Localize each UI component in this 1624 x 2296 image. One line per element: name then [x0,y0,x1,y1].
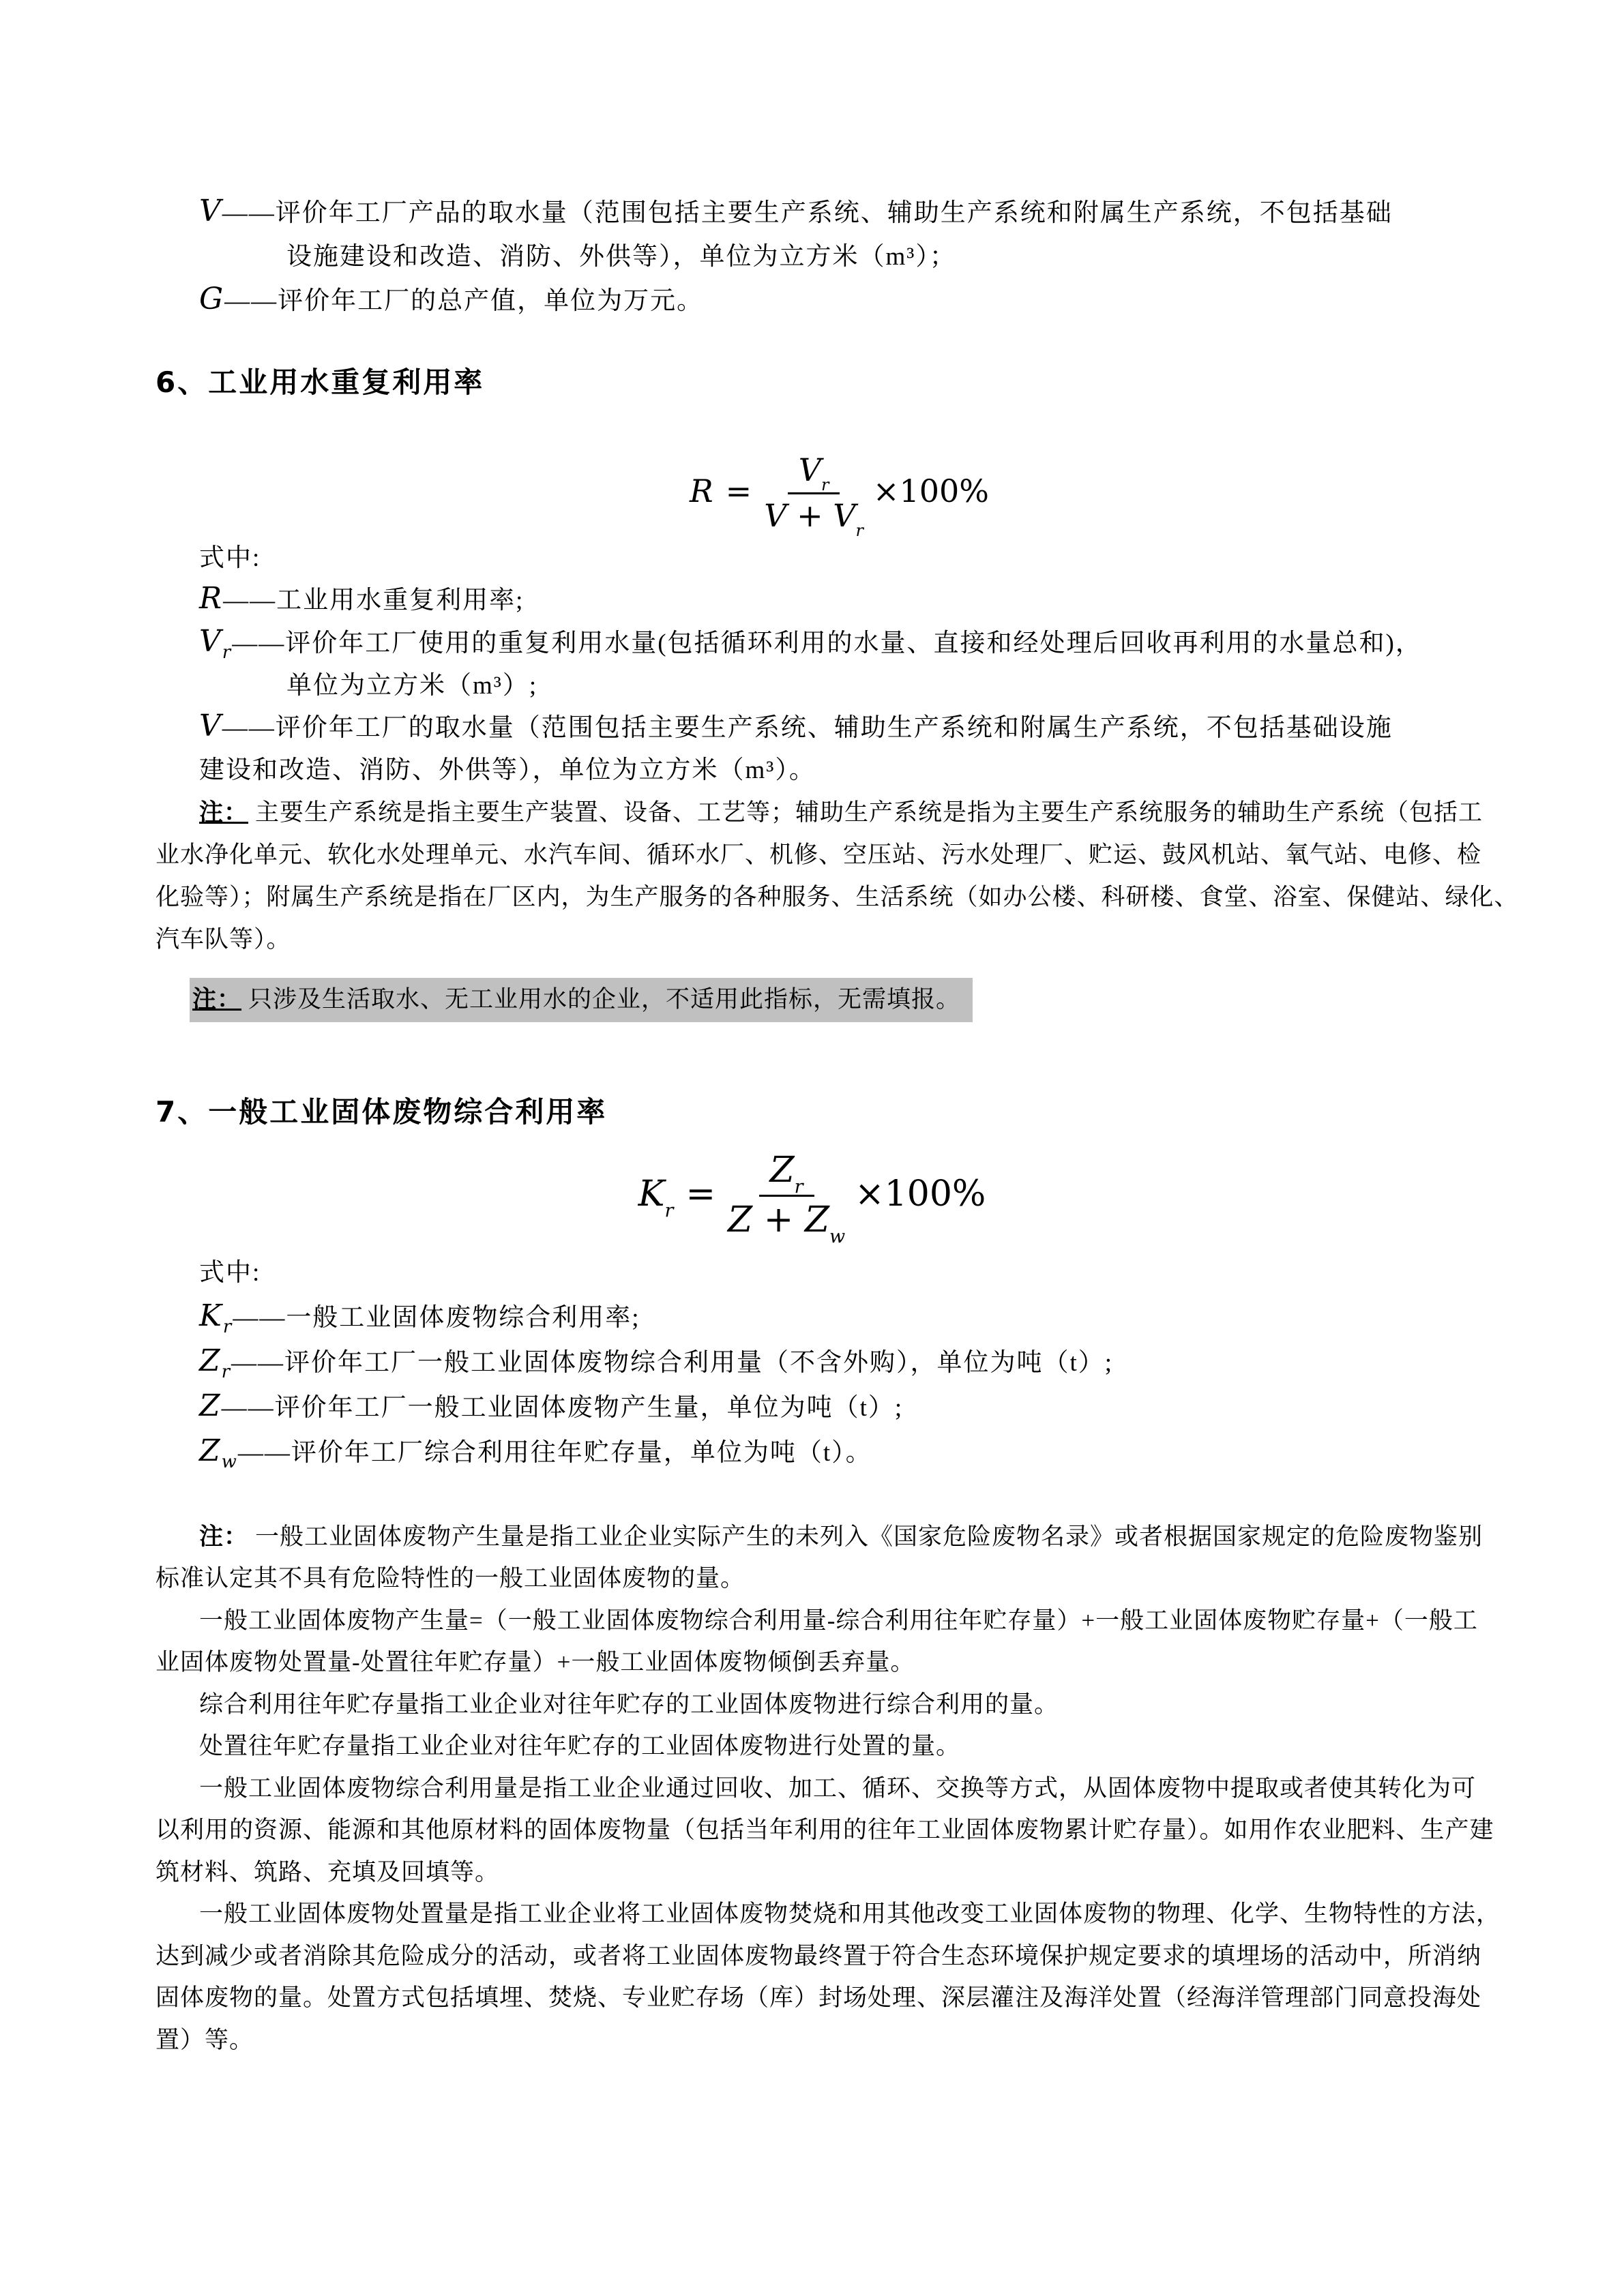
denominator-variable-1: V [764,496,787,534]
formula-lhs: R [690,473,713,509]
note-line [199,1734,960,1758]
definition-text: 建设和改造、消防、外供等），单位为立方米（m³）。 [199,756,816,784]
note-prefix: 注： [192,986,242,1013]
note-text: 一般工业固体废物处置量是指工业企业将工业固体废物焚烧和用其他改变工业固体废物的物理、化学、生物特性的方法， [199,1900,1501,1927]
denominator-variable-2: Z [804,1199,829,1240]
variable-subscript: r [222,642,233,663]
formula-fraction [728,1150,846,1248]
variable-symbol-v: V [199,194,222,228]
definition-text: ——一般工业固体废物综合利用率; [233,1304,640,1332]
note-text: 处置往年贮存量指工业企业对往年贮存的工业固体废物进行处置的量。 [199,1733,961,1759]
note-line-4 [156,927,291,951]
formula-denominator [728,1197,846,1248]
formula-equals: = [685,1173,716,1214]
note-line [156,1650,915,1674]
lhs-subscript: r [664,1199,674,1221]
variable-symbol-kr [199,1298,233,1337]
variable-base: K [199,1298,223,1333]
variable-symbol-v: V [199,709,222,743]
definition-text: ——评价年工厂一般工业固体废物产生量，单位为吨（t）; [221,1394,904,1422]
note-line [156,1860,499,1884]
denominator-operator: + [763,1199,794,1240]
formula-water-reuse-rate [27,440,1624,542]
note-text: 汽车队等）。 [156,926,291,953]
note-text: 一般工业固体废物产生量是指工业企业实际产生的未列入《国家危险废物名录》或者根据国家规定的危险废物鉴别 [255,1523,1483,1550]
definition-text: 单位为立方米（m³）; [286,672,538,700]
note-text: 标准认定其不具有危险特性的一般工业固体废物的量。 [156,1565,745,1592]
note-text: 只涉及生活取水、无工业用水的企业，不适用此指标，无需填报。 [248,986,961,1013]
note-line [156,1818,1494,1842]
section6-heading: 6、工业用水重复利用率 [156,366,485,399]
variable-subscript: r [221,1361,232,1382]
denominator-variable-1: Z [728,1199,753,1240]
denominator-operator: + [797,496,823,534]
formula-multiplier: ×100% [855,1173,986,1214]
note-line [156,1944,1481,1968]
note-line [199,1693,1059,1716]
formula-fraction [764,451,863,540]
formula-denominator [764,494,863,540]
numerator-subscript: r [821,475,829,494]
note-prefix: 注： [199,1523,249,1551]
highlight-background [190,978,973,1022]
definition-line-zr [199,1343,1114,1382]
where-text: 式中: [199,544,261,572]
denominator-subscript: r [855,520,863,540]
definition-line-z [199,1388,904,1423]
definition-line-zw [199,1433,872,1472]
definition-text: ——评价年工厂产品的取水量（范围包括主要生产系统、辅助生产系统和附属生产系统，不包括基础 [222,199,1393,227]
numerator-variable: Z [769,1150,795,1191]
numerator-subscript: r [794,1176,803,1198]
note-text: 综合利用往年贮存量指工业企业对往年贮存的工业固体废物进行综合利用的量。 [199,1691,1059,1718]
definition-line-vr [199,624,1422,663]
variable-base: Z [199,1433,222,1468]
note-prefix: 注： [199,799,249,826]
note-text: 化验等）；附属生产系统是指在厂区内，为生产服务的各种服务、生活系统（如办公楼、科研楼、食堂、浴室、保健站、绿化、 [156,884,1519,910]
formula-numerator [788,451,840,494]
where-label [199,1260,261,1285]
note-line [156,1566,745,1590]
note-line-1 [199,801,1483,825]
variable-symbol-g: G [199,282,225,316]
definition-line-kr [199,1298,640,1337]
note-text: 筑材料、筑路、充填及回填等。 [156,1859,500,1885]
variable-symbol-z: Z [199,1388,222,1423]
definition-text: ——评价年工厂综合利用往年贮存量，单位为吨（t）。 [237,1439,872,1467]
note-text: 主要生产系统是指主要生产装置、设备、工艺等；辅助生产系统是指为主要生产系统服务的辅助生产系统（包括工 [255,799,1483,826]
note-text: 业固体废物处置量-处置往年贮存量）+一般工业固体废物倾倒丢弃量。 [156,1649,915,1675]
formula-numerator [759,1150,814,1197]
note-text: 固体废物的量。处置方式包括填埋、焚烧、专业贮存场（库）封场处理、深层灌注及海洋处置（经海洋管理部门同意投海处 [156,1984,1482,2011]
note-line [156,1986,1481,2010]
note-line [156,2028,254,2052]
lhs-variable: K [638,1173,665,1214]
variable-symbol-vr [199,624,233,663]
definition-line-vr-cont [286,673,537,698]
note-line [199,1902,1501,1926]
note-line-2 [156,843,1481,867]
variable-symbol-zw [199,1433,238,1472]
definition-text: ——评价年工厂一般工业固体废物综合利用量（不含外购），单位为吨（t）; [231,1349,1114,1377]
definition-text: ——评价年工厂的总产值，单位为万元。 [224,287,704,315]
formula-lhs [638,1173,674,1221]
definition-line-g [199,282,704,316]
formula-equals: = [725,473,752,509]
denominator-variable-2: V [833,496,856,534]
variable-symbol-r: R [199,581,224,616]
variable-symbol-zr [199,1343,232,1382]
numerator-variable: V [798,451,821,488]
definition-line-v-cont [199,758,816,783]
note-text: 一般工业固体废物产生量=（一般工业固体废物综合利用量-综合利用往年贮存量）+一般工业固体废物贮存量+（一般工 [199,1607,1478,1634]
variable-base: Z [199,1343,222,1378]
definition-line-v-product-cont [286,244,956,269]
where-text: 式中: [199,1259,261,1287]
definition-line-r [199,581,525,616]
definition-text: ——评价年工厂使用的重复利用水量(包括循环利用的水量、直接和经处理后回收再利用的水量总和)， [232,629,1422,657]
where-label [199,546,261,571]
note-text: 业水净化单元、软化水处理单元、水汽车间、循环水厂、机修、空压站、污水处理厂、贮运、鼓风机站、氧气站、电修、检 [156,841,1482,868]
definition-text: 设施建设和改造、消防、外供等），单位为立方米（m³）； [286,243,956,271]
denominator-subscript: w [829,1226,846,1248]
note-line [199,1609,1478,1632]
formula-multiplier: ×100% [872,473,989,509]
note-text: 置）等。 [156,2027,254,2053]
definition-text: ——工业用水重复利用率; [223,586,525,614]
variable-subscript: w [221,1451,238,1472]
formula-solid-waste-utilization-rate [0,1137,1624,1250]
note-line-3 [156,885,1519,909]
note-line [199,1776,1476,1800]
definition-line-v-product [199,194,1393,228]
variable-subscript: r [222,1316,233,1337]
section7-heading: 7、一般工业固体废物综合利用率 [156,1095,608,1129]
note-line [199,1525,1483,1549]
note-text: 以利用的资源、能源和其他原材料的固体废物量（包括当年利用的往年工业固体废物累计贮存量）。如用作农业肥料、生产建 [156,1817,1494,1843]
note-text: 一般工业固体废物综合利用量是指工业企业通过回收、加工、循环、交换等方式，从固体废物中提取或者使其转化为可 [199,1775,1477,1802]
definition-line-v [199,709,1393,743]
highlighted-note-line [190,987,973,1012]
variable-base: V [199,624,222,659]
definition-text: ——评价年工厂的取水量（范围包括主要生产系统、辅助生产系统和附属生产系统，不包括基础设施 [222,714,1393,742]
note-text: 达到减少或者消除其危险成分的活动，或者将工业固体废物最终置于符合生态环境保护规定要求的填埋场的活动中，所消纳 [156,1943,1482,1969]
